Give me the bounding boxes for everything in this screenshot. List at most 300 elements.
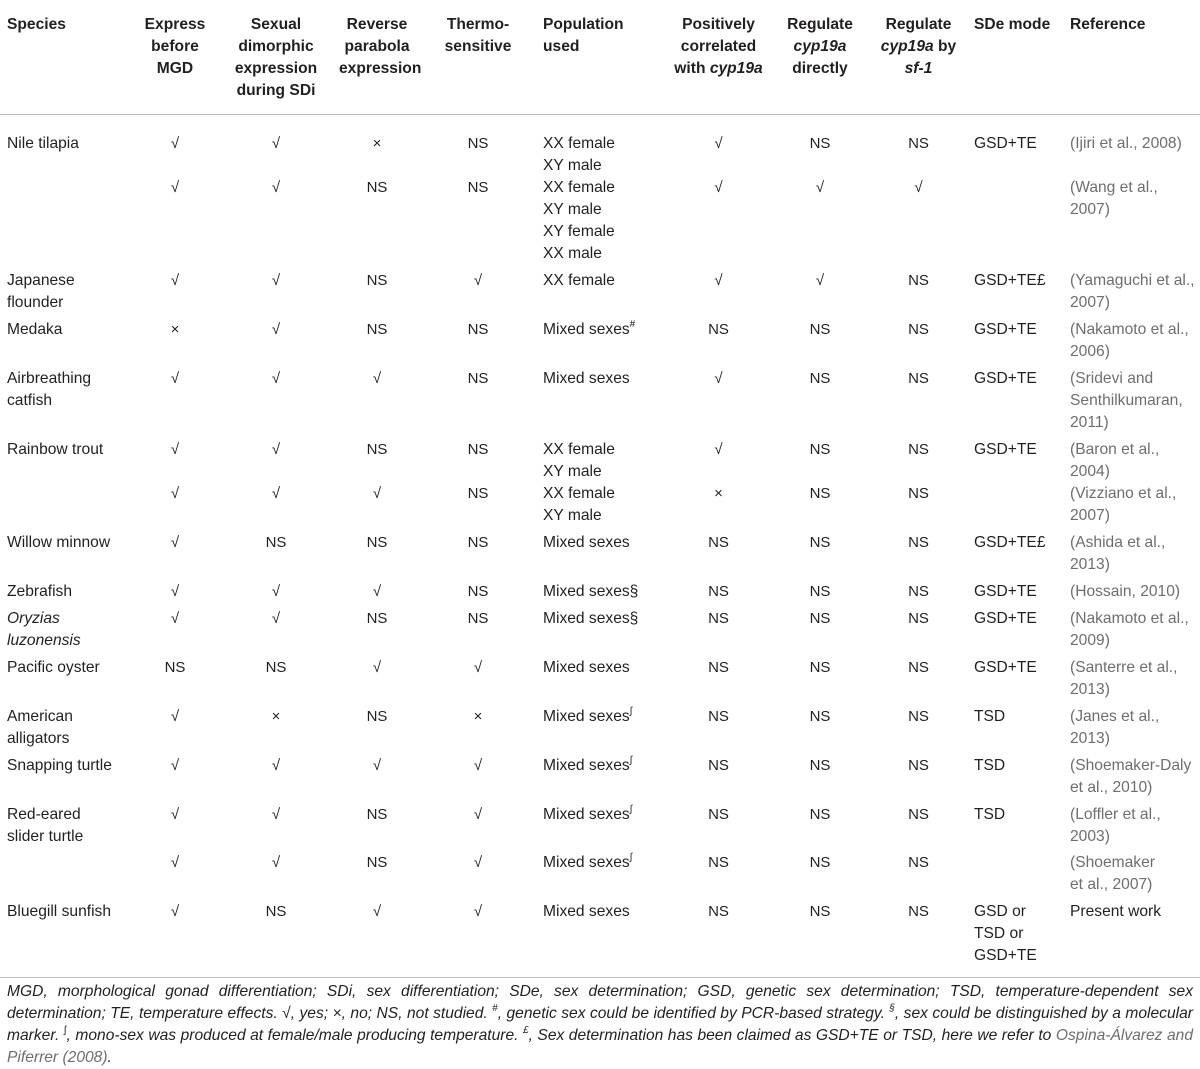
cell-c6: √ (714, 179, 723, 196)
gene-name: sf-1 (904, 60, 933, 77)
cell-reference[interactable] (1066, 603, 1200, 652)
cell-c1: √ (170, 854, 180, 871)
gene-name: cyp19a (793, 38, 847, 55)
cell-sde-mode (970, 701, 1066, 750)
cell-c6: NS (708, 583, 729, 600)
cell-reference[interactable] (1066, 363, 1200, 434)
cell-line: (Wang et al., (1070, 179, 1158, 196)
cell-c6: NS (708, 757, 729, 774)
cell-line: XY male (543, 157, 602, 174)
footnote-text: . (107, 1049, 112, 1066)
cell-species (0, 750, 133, 799)
cell-line: (Hossain, 2010) (1070, 583, 1181, 600)
cell-c3: NS (366, 441, 388, 458)
gene-name: cyp19a (880, 38, 934, 55)
cell-population (537, 652, 664, 701)
cell-line: 2003) (1070, 828, 1110, 845)
cell-line: 2011) (1070, 414, 1109, 431)
cell-reference[interactable] (1066, 652, 1200, 701)
header-population-used (537, 6, 664, 115)
population-text: Mixed sexes (543, 708, 630, 725)
table-row (0, 115, 1200, 178)
cell-c1: √ (170, 583, 180, 600)
cell-sde-mode (970, 799, 1066, 848)
cell-c6: × (714, 485, 723, 502)
cell-line: GSD+TE (974, 135, 1037, 152)
cell-c4: √ (473, 854, 483, 871)
cell-c2: √ (271, 179, 281, 196)
cell-line: Senthilkumaran, (1070, 392, 1183, 409)
cell-sde-mode (970, 896, 1066, 978)
cell-c6: NS (708, 659, 729, 676)
cell-c7: NS (809, 708, 831, 725)
cell-c3: √ (372, 659, 382, 676)
cell-line: TSD (974, 757, 1006, 774)
cell-reference[interactable] (1066, 314, 1200, 363)
population-text: Mixed sexes (543, 321, 630, 338)
cell-c7: NS (809, 370, 831, 387)
cell-line: GSD+TE (974, 947, 1037, 964)
cell-c4: NS (467, 321, 489, 338)
cell-c6: √ (714, 441, 723, 458)
cell-c3: NS (366, 534, 388, 551)
cell-c3: NS (366, 854, 388, 871)
cell-line: 2009) (1070, 632, 1110, 649)
cell-reference[interactable] (1066, 750, 1200, 799)
cell-c3: NS (366, 179, 388, 196)
cell-population (537, 576, 664, 603)
cell-line: XX female (543, 441, 615, 458)
cell-c2: NS (217, 896, 335, 978)
footnote-symbol: ∫ (63, 1024, 67, 1036)
cell-line: American (7, 708, 73, 725)
cell-line: Japanese (7, 272, 75, 289)
cell-species (0, 115, 133, 178)
cell-c7: √ (815, 272, 825, 289)
population-text: Mixed sexes (543, 757, 630, 774)
cell-line: Snapping turtle (7, 757, 112, 774)
cell-c6: NS (708, 534, 729, 551)
cell-reference[interactable] (1066, 483, 1200, 527)
cell-c4: √ (473, 659, 483, 676)
cell-c6: NS (708, 610, 729, 627)
cell-c1: √ (170, 610, 180, 627)
cell-line: Zebrafish (7, 583, 73, 600)
header-text: with (674, 60, 710, 77)
cell-c2: √ (271, 854, 281, 871)
cell-c7: NS (809, 610, 831, 627)
cell-line (543, 319, 660, 341)
cell-c8: NS (908, 806, 929, 823)
cell-population (537, 115, 664, 178)
header-line: used (543, 38, 580, 55)
cell-c4: NS (467, 370, 489, 387)
cell-c3: √ (372, 485, 382, 502)
population-text: Mixed sexes (543, 806, 630, 823)
cell-line: TSD or (974, 925, 1024, 942)
cell-c4: √ (419, 896, 537, 978)
cell-line: (Sridevi and (1070, 370, 1154, 387)
cell-line: catfish (7, 392, 53, 409)
cell-c6: NS (708, 708, 729, 725)
cell-c2: √ (271, 135, 281, 152)
footnote-symbol: ∫ (629, 803, 633, 815)
cell-reference (1066, 896, 1200, 978)
cell-population (537, 750, 664, 799)
table-row (0, 434, 1200, 483)
cell-c6: NS (708, 806, 729, 823)
header-text: by (933, 38, 957, 55)
table-body (0, 115, 1200, 978)
cell-population (537, 314, 664, 363)
header-line: MGD (156, 60, 194, 77)
footnote-symbol: # (629, 318, 636, 330)
cell-line: Mixed sexes (543, 903, 630, 920)
cell-c8: NS (908, 757, 929, 774)
footnote-symbol: £ (523, 1024, 529, 1036)
cell-line: GSD+TE (974, 610, 1037, 627)
cell-line: Mixed sexes (543, 534, 630, 551)
cell-line: (Baron et al., (1070, 441, 1160, 458)
footnote-symbol: # (492, 1002, 498, 1014)
cell-c2: × (271, 708, 281, 725)
cell-species (0, 363, 133, 434)
cell-sde-mode (970, 363, 1066, 434)
cell-line (543, 755, 660, 777)
cell-c7: NS (809, 659, 831, 676)
data-table (0, 6, 1200, 978)
cell-population (537, 177, 664, 265)
cell-c8: NS (867, 896, 970, 978)
cell-line: 2007) (1070, 201, 1110, 218)
footnote-symbol: ∫ (629, 754, 633, 766)
cell-line: 2013) (1070, 681, 1110, 698)
table-row (0, 701, 1200, 750)
table-row (0, 314, 1200, 363)
population-text: Mixed sexes (543, 854, 630, 871)
footnote-symbol: ∫ (629, 705, 633, 717)
cell-line: (Nakamoto et al., (1070, 610, 1189, 627)
cell-reference[interactable] (1066, 177, 1200, 265)
cell-reference[interactable] (1066, 434, 1200, 483)
cell-line: TSD (974, 806, 1006, 823)
table-row (0, 896, 1200, 978)
cell-c3: NS (366, 806, 388, 823)
header-line: Regulate (787, 16, 853, 33)
header-line: Population (543, 16, 624, 33)
cell-line: XX male (543, 245, 602, 262)
cell-c4: NS (467, 610, 489, 627)
cell-species (0, 652, 133, 701)
cell-line: XX female (543, 179, 615, 196)
table-row (0, 652, 1200, 701)
cell-line: (Yamaguchi et al., (1070, 272, 1195, 289)
cell-sde-mode (970, 434, 1066, 483)
cell-c7: NS (773, 896, 867, 978)
cell-sde-mode (970, 314, 1066, 363)
cell-population (537, 527, 664, 576)
cell-line: Pacific oyster (7, 659, 100, 676)
header-line: parabola (344, 38, 410, 55)
cell-c8: NS (908, 135, 929, 152)
cell-c3: √ (372, 583, 382, 600)
cell-c6: √ (714, 135, 723, 152)
cell-species (0, 483, 133, 527)
cell-line: (Shoemaker-Daly (1070, 757, 1192, 774)
population-text: Mixed sexes§ (543, 583, 639, 600)
cell-c3: √ (372, 370, 382, 387)
cell-c3: NS (366, 708, 388, 725)
cell-c1: √ (170, 272, 180, 289)
cell-c4: NS (467, 179, 489, 196)
cell-c6: NS (708, 321, 729, 338)
cell-c2: √ (271, 272, 281, 289)
cell-c7: NS (809, 135, 831, 152)
cell-line: (Santerre et al., (1070, 659, 1178, 676)
footnote-reference-link[interactable]: Ospina-Álvarez and Piferrer (2008) (7, 1027, 1194, 1066)
cell-c2: √ (271, 757, 281, 774)
cell-species (0, 265, 133, 314)
cell-c4: NS (467, 485, 489, 502)
footnote-text: , Sex determination has been claimed as GSD+TE or TSD, here we refer to (528, 1027, 1056, 1044)
cell-line: 2013) (1070, 556, 1110, 573)
cell-c7: NS (809, 583, 831, 600)
table-row (0, 363, 1200, 434)
header-line (871, 36, 966, 58)
cell-c7: NS (809, 321, 831, 338)
cell-line: TSD (974, 708, 1006, 725)
cell-c6: NS (708, 854, 729, 871)
header-line: expression (339, 60, 422, 77)
cell-line: 2007) (1070, 507, 1110, 524)
cell-c2: √ (271, 485, 281, 502)
cell-line: (Janes et al., (1070, 708, 1160, 725)
header-line: Sexual (250, 16, 302, 33)
cell-line: XY male (543, 201, 602, 218)
cell-line: XY male (543, 507, 602, 524)
cell-line: XY female (543, 223, 615, 240)
cell-c8: NS (908, 534, 929, 551)
footnote-text: MGD, morphological gonad differentiation; SDi, sex differentiation; SDe, sex determination; GSD, genetic sex determination; TSD, temperature-dependent sex determination; TE, temperature effects. √, yes; ×, no; NS, not studied. (7, 983, 1193, 1022)
cell-species (0, 576, 133, 603)
cell-line: GSD or (974, 903, 1026, 920)
cell-line: GSD+TE (974, 583, 1037, 600)
cell-c7: √ (815, 179, 825, 196)
cell-reference[interactable] (1066, 799, 1200, 848)
cell-c3: NS (366, 610, 388, 627)
cell-species (0, 527, 133, 576)
header-regulate-directly (773, 6, 867, 115)
cell-reference[interactable] (1066, 848, 1200, 896)
cell-sde-mode (970, 750, 1066, 799)
footnote-text: , mono-sex was produced at female/male producing temperature. (66, 1027, 524, 1044)
table-row (0, 750, 1200, 799)
cell-c6: √ (714, 272, 723, 289)
cell-c4: √ (473, 806, 483, 823)
cell-sde-mode (970, 177, 1066, 265)
cell-line: Medaka (7, 321, 63, 338)
cell-line: 2006) (1070, 343, 1110, 360)
cell-line: Nile tilapia (7, 135, 79, 152)
cell-c2: NS (265, 534, 287, 551)
cell-line (543, 804, 660, 826)
cell-c8: NS (908, 583, 929, 600)
cell-sde-mode (970, 527, 1066, 576)
cell-line: XX female (543, 485, 615, 502)
cell-population (537, 363, 664, 434)
table-row (0, 603, 1200, 652)
table-row (0, 848, 1200, 896)
cell-c1: √ (170, 135, 180, 152)
cell-line: et al., 2007) (1070, 876, 1153, 893)
cell-c1: √ (170, 757, 180, 774)
cell-sde-mode (970, 483, 1066, 527)
cell-species (0, 177, 133, 265)
cell-sde-mode (970, 576, 1066, 603)
cell-c2: √ (271, 321, 281, 338)
cell-line: 2013) (1070, 730, 1110, 747)
cell-population (537, 701, 664, 750)
cell-c2: √ (271, 441, 281, 458)
cell-line (543, 608, 660, 630)
cell-line: alligators (7, 730, 70, 747)
cell-reference[interactable] (1066, 265, 1200, 314)
cell-c1: NS (164, 659, 186, 676)
header-regulate-by-sf1 (867, 6, 970, 115)
cell-line: 2004) (1070, 463, 1110, 480)
table-row (0, 527, 1200, 576)
cell-line: XY male (543, 463, 602, 480)
cell-line: (Ashida et al., (1070, 534, 1166, 551)
cell-c2: NS (265, 659, 287, 676)
cell-c6: √ (714, 370, 723, 387)
cell-sde-mode (970, 652, 1066, 701)
header-line: Regulate (885, 16, 952, 33)
cell-population (537, 483, 664, 527)
cell-reference[interactable] (1066, 701, 1200, 750)
table-row (0, 799, 1200, 848)
cell-line: 2007) (1070, 294, 1110, 311)
cell-line: Airbreathing (7, 370, 92, 387)
cell-line: GSD+TE£ (974, 534, 1046, 551)
cell-line: GSD+TE£ (974, 272, 1046, 289)
cell-population (537, 265, 664, 314)
cell-c8: NS (908, 708, 929, 725)
cell-c7: NS (809, 854, 831, 871)
header-line: sensitive (444, 38, 512, 55)
cell-line: (Nakamoto et al., (1070, 321, 1189, 338)
cell-c2: √ (271, 370, 281, 387)
cell-reference[interactable] (1066, 115, 1200, 178)
cell-c3: NS (366, 321, 388, 338)
cell-line: (Shoemaker (1070, 854, 1155, 871)
gene-name: cyp19a (709, 60, 763, 77)
cell-c8: √ (914, 179, 923, 196)
header-line: dimorphic (238, 38, 314, 55)
cell-c3: NS (366, 272, 388, 289)
header-line: during SDi (236, 82, 316, 99)
table-row (0, 576, 1200, 603)
header-row (0, 6, 1200, 115)
header-line: Express (144, 16, 206, 33)
cell-line: Rainbow trout (7, 441, 104, 458)
cell-species (0, 314, 133, 363)
cell-line (543, 706, 660, 728)
table-row (0, 483, 1200, 527)
cell-line: GSD+TE (974, 659, 1037, 676)
cell-line: (Ijiri et al., 2008) (1070, 135, 1182, 152)
table-row (0, 265, 1200, 314)
cell-c8: NS (908, 441, 929, 458)
cell-population (537, 603, 664, 652)
cell-line: (Vizziano et al., (1070, 485, 1177, 502)
footnote-symbol: ∫ (629, 851, 633, 863)
cell-line: XX female (543, 272, 615, 289)
cell-line: Red-eared (7, 806, 81, 823)
cell-species (0, 701, 133, 750)
cell-line: Mixed sexes (543, 659, 630, 676)
cell-line: Oryzias (7, 610, 60, 627)
cell-c8: NS (908, 370, 929, 387)
cell-c1: √ (170, 806, 180, 823)
cell-c1: √ (170, 708, 180, 725)
header-thermosensitive (419, 6, 537, 115)
cell-sde-mode (970, 115, 1066, 178)
cell-line (543, 581, 660, 603)
cell-c2: √ (271, 583, 281, 600)
cell-population (537, 848, 664, 896)
cell-reference[interactable] (1066, 527, 1200, 576)
header-species: Species (0, 6, 133, 115)
cell-c6: NS (664, 896, 773, 978)
cell-line: XX female (543, 135, 615, 152)
cell-c4: NS (467, 534, 489, 551)
cell-sde-mode (970, 265, 1066, 314)
header-line: Positively (682, 16, 755, 33)
cell-c2: √ (271, 806, 281, 823)
cell-species (0, 434, 133, 483)
footnote-text: , genetic sex could be identified by PCR-based strategy. (497, 1005, 890, 1022)
cell-c8: NS (908, 485, 929, 502)
cell-line: (Loffler et al., (1070, 806, 1161, 823)
cell-c8: NS (908, 272, 929, 289)
cell-line: slider turtle (7, 828, 84, 845)
header-sde-mode: SDe mode (970, 6, 1066, 115)
cell-reference[interactable] (1066, 576, 1200, 603)
cell-c7: NS (809, 441, 831, 458)
cell-line: GSD+TE (974, 441, 1037, 458)
cell-species (0, 603, 133, 652)
cell-c4: × (473, 708, 483, 725)
header-sexual-dimorphic (217, 6, 335, 115)
cell-c1: × (170, 321, 180, 338)
cell-species (0, 799, 133, 848)
header-reverse-parabola (335, 6, 422, 115)
cell-c4: NS (467, 441, 489, 458)
cell-c1: √ (170, 179, 180, 196)
cell-line: et al., 2010) (1070, 779, 1153, 796)
cell-c7: NS (809, 757, 831, 774)
cell-population (537, 896, 664, 978)
table-footnote (7, 981, 1193, 1069)
cell-line: flounder (7, 294, 64, 311)
cell-line: Present work (1070, 903, 1161, 920)
cell-sde-mode (970, 848, 1066, 896)
cell-c2: √ (271, 610, 281, 627)
header-line: directly (792, 60, 848, 77)
header-line: Thermo- (446, 16, 510, 33)
population-text: Mixed sexes§ (543, 610, 639, 627)
